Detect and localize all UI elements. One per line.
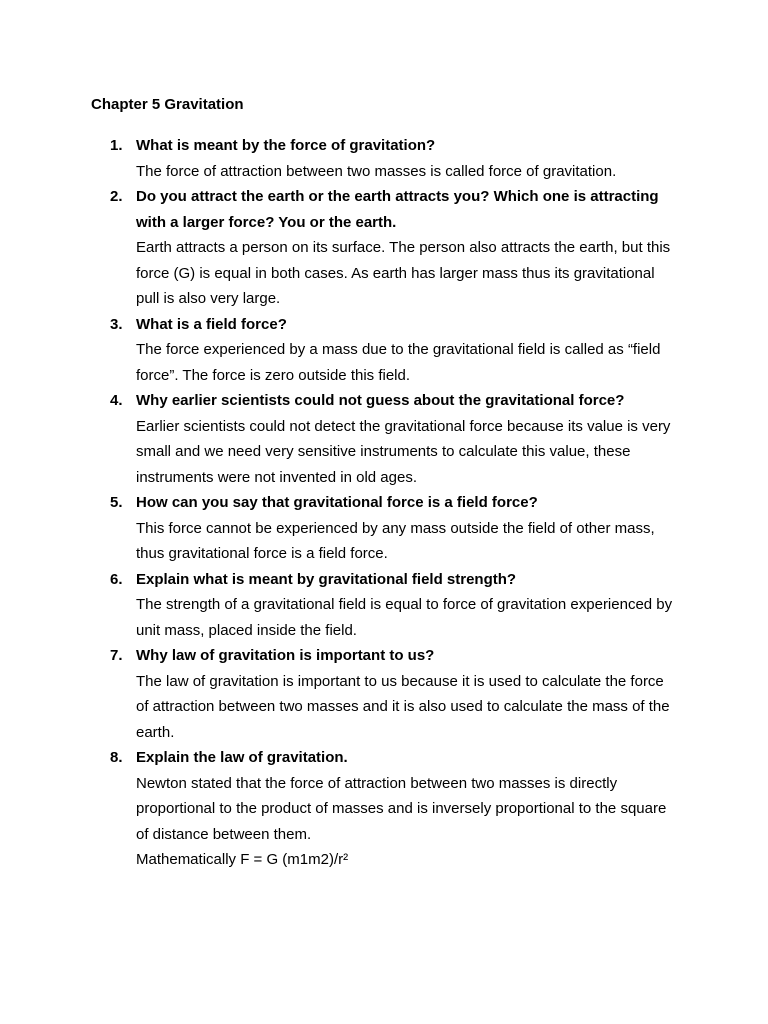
- item-number: 1.: [110, 137, 123, 154]
- question-text: Explain what is meant by gravitational field strength?: [136, 570, 517, 588]
- qa-item-8: [0, 745, 676, 873]
- answer-text: This force cannot be experienced by any mass outside the field of other mass, thus gravitational force is a field force.: [136, 519, 655, 562]
- item-number: 8.: [110, 749, 123, 766]
- qa-item-1: [0, 133, 676, 184]
- qa-item-2: [0, 184, 676, 312]
- qa-item-3: [0, 312, 676, 389]
- formula-text: Mathematically F = G (m1m2)/r²: [136, 851, 349, 868]
- question-text: Do you attract the earth or the earth attracts you? Which one is attracting with a larger force? You or the earth.: [136, 188, 659, 231]
- answer-text: Earlier scientists could not detect the gravitational force because its value is very small and we need very sensitive instruments to calculate this value, these instruments were not invented in old ages.: [136, 417, 671, 486]
- item-number: 4.: [110, 392, 123, 409]
- qa-item-6: [0, 567, 676, 644]
- question-text: How can you say that gravitational force is a field force?: [136, 494, 538, 511]
- answer-text: The force experienced by a mass due to the gravitational field is called as “field force”. The force is zero outside this field.: [136, 341, 661, 384]
- answer-text: The law of gravitation is important to us because it is used to calculate the force of attraction between two masses and it is also used to calculate the mass of the earth.: [136, 672, 670, 741]
- question-text: Explain the law of gravitation.: [136, 749, 348, 766]
- answer-text: The force of attraction between two masses is called force of gravitation.: [136, 162, 617, 180]
- item-number: 7.: [110, 647, 123, 664]
- question-text: Why law of gravitation is important to us?: [136, 647, 435, 664]
- qa-item-7: [0, 643, 676, 745]
- item-number: 2.: [110, 188, 123, 205]
- answer-text: Earth attracts a person on its surface. The person also attracts the earth, but this force (G) is equal in both cases. As earth has larger mass thus its gravitational pull is also very large.: [136, 239, 671, 307]
- answer-text: Newton stated that the force of attraction between two masses is directly proportional to the product of masses and is inversely proportional to the square of distance between them.: [136, 774, 667, 843]
- qa-item-5: [0, 490, 676, 567]
- item-number: 5.: [110, 494, 123, 511]
- qa-item-4: [0, 388, 676, 490]
- question-answer-list: [0, 133, 768, 873]
- chapter-title: Chapter 5 Gravitation: [91, 96, 244, 113]
- question-text: What is meant by the force of gravitation?: [136, 137, 436, 154]
- answer-text: The strength of a gravitational field is equal to force of gravitation experienced by unit mass, placed inside the field.: [136, 596, 673, 639]
- item-number: 3.: [110, 315, 123, 333]
- question-text: What is a field force?: [136, 315, 287, 333]
- item-number: 6.: [110, 570, 123, 588]
- question-text: Why earlier scientists could not guess about the gravitational force?: [136, 392, 625, 409]
